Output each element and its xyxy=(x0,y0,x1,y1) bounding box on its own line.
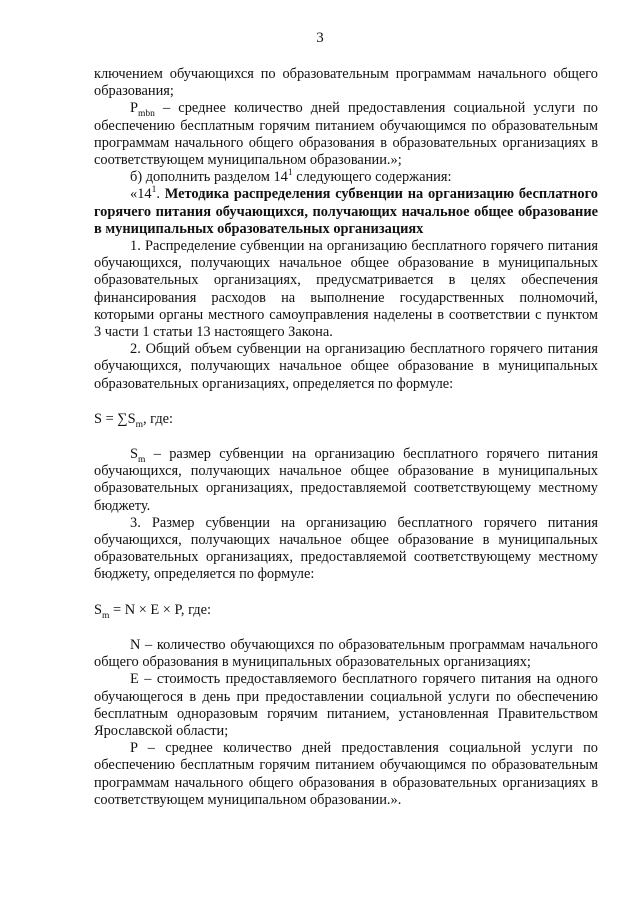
paragraph-item-2: 2. Общий объем субвенции на организацию бесплатного горячего питания обучающихся, получающих начальное общее образование в муниципальных образовательных организациях, определяется по формуле: xyxy=(94,341,598,392)
paragraph-item-1: 1. Распределение субвенции на организацию бесплатного горячего питания обучающихся, получающих начальное общее образование в муниципальных образовательных организациях, предусматривается в целях обеспечения финансирования расходов на выполнение государственных полномочий, которыми органы местного самоуправления наделены в соответствии с пунктом 3 части 1 статьи 13 настоящего Закона. xyxy=(94,238,598,341)
formula-total-subscript: m xyxy=(135,419,143,430)
formula-total-rest: , где: xyxy=(142,410,174,427)
symbol-s-subscript: m xyxy=(138,454,146,465)
paragraph-p-definition xyxy=(94,100,598,169)
paragraph-item-3: 3. Размер субвенции на организацию бесплатного горячего питания обучающихся, получающих начальное общее образование в муниципальных образовательных организациях, предоставляемой соответствующему местному бюджету, определяется по формуле: xyxy=(94,514,598,583)
amendment-text-end: следующего содержания: xyxy=(292,169,452,186)
symbol-p-subscript: mbn xyxy=(138,109,155,120)
formula-municipal-rest: = N × E × P, где: xyxy=(109,601,212,618)
section-heading-superscript: 1 xyxy=(151,185,157,196)
symbol-s: S xyxy=(130,446,139,463)
formula-total-lhs: S = ∑S xyxy=(94,410,136,427)
page-number: 3 xyxy=(316,30,324,46)
amendment-text: б) дополнить разделом 14 xyxy=(130,169,288,186)
section-number-dot: . xyxy=(156,186,165,203)
paragraph-e-definition: E – стоимость предоставляемого бесплатного горячего питания на одного обучающегося в день при предоставлении социальной услуги по обеспечению бесплатным одноразовым горячим питанием, установленная Правительством Ярославской области; xyxy=(94,671,598,739)
section-heading xyxy=(94,186,598,238)
paragraph-p-final-definition: P – среднее количество дней предоставления социальной услуги по обеспечению бесплатным горячим питанием обучающимся по образовательным программам начального общего образования в образовательных организациях в соответствующем муниципальном образовании.». xyxy=(94,740,598,808)
section-superscript: 1 xyxy=(287,168,293,179)
definition-text: – среднее количество дней предоставления социальной услуги по обеспечению бесплатным горячим питанием обучающимся по образовательным программам начального общего образования в образовательных организациях в соответствующем муниципальном образовании.»; xyxy=(94,100,598,169)
paragraph-n-definition: N – количество обучающихся по образовательным программам начального общего образования в муниципальных образовательных организациях; xyxy=(94,636,598,671)
paragraph-continuation: ключением обучающихся по образовательным программам начального общего образования; xyxy=(94,66,598,100)
symbol-p: P xyxy=(130,100,139,117)
sm-definition-text: – размер субвенции на организацию бесплатного горячего питания обучающихся, получающих начальное общее образование в муниципальных образовательных организациях, предоставляемой соответствующему местному бюджету. xyxy=(94,446,598,514)
formula-total xyxy=(94,411,598,428)
formula-municipal-lhs: S xyxy=(94,601,103,618)
formula-municipal xyxy=(94,602,598,619)
formula-municipal-subscript: m xyxy=(102,610,110,621)
section-number: «14 xyxy=(130,186,152,203)
paragraph-sm-definition xyxy=(94,446,598,515)
paragraph-amendment xyxy=(94,169,598,186)
document-body xyxy=(94,66,598,809)
section-title: Методика распределения субвенции на организацию бесплатного горячего питания обучающихся, получающих начальное общее образование в муниципальных образовательных организациях xyxy=(94,186,598,237)
